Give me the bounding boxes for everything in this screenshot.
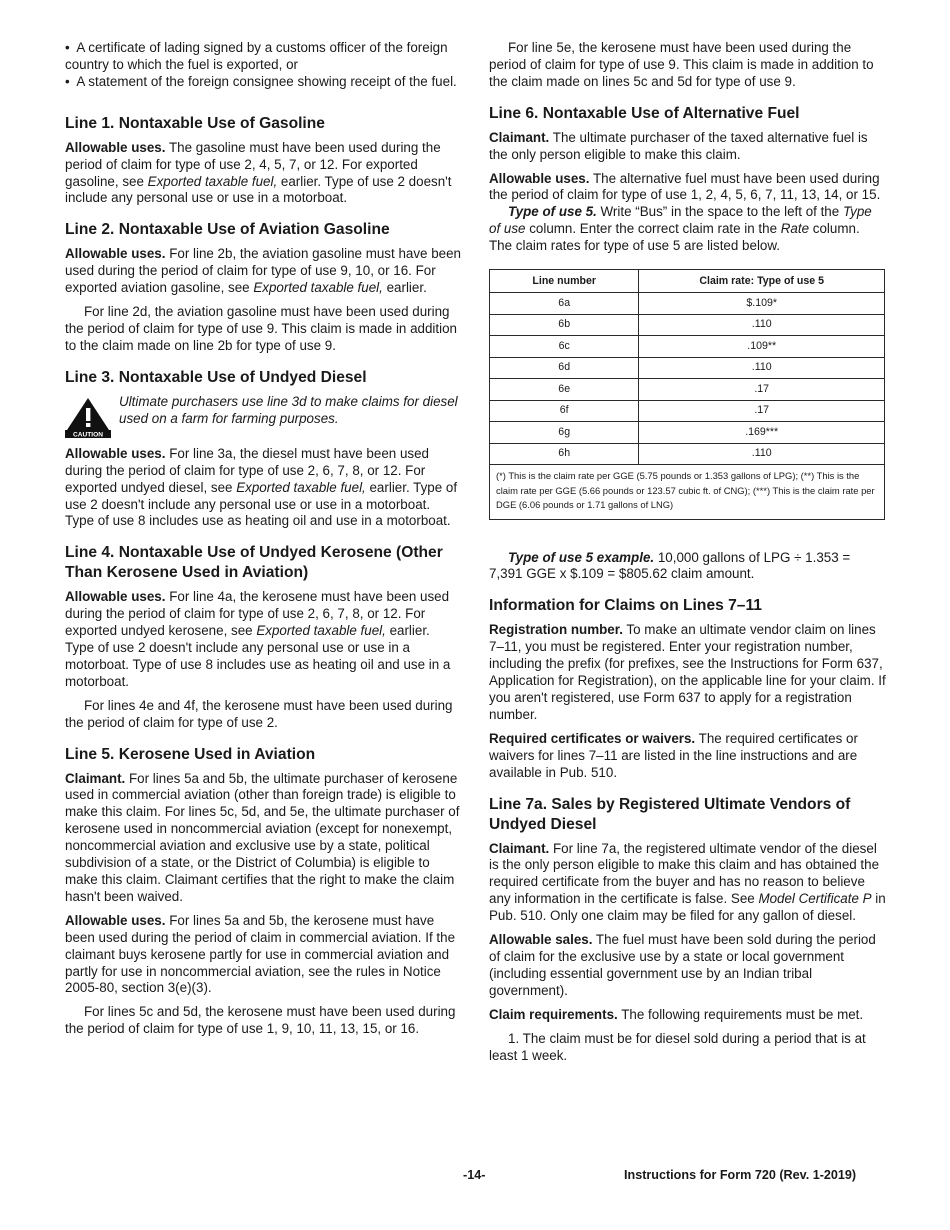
- caution-box: [65, 394, 462, 438]
- text: column. Enter the correct claim rate in the: [525, 221, 781, 237]
- run-in-heading: Allowable uses.: [65, 912, 166, 928]
- line-number-cell: 6e: [490, 379, 639, 401]
- right-column: [489, 40, 886, 1071]
- column-header: Line number: [490, 270, 639, 293]
- heading-line-3: Line 3. Nontaxable Use of Undyed Diesel: [65, 368, 367, 386]
- paragraph: For line 5e, the kerosene must have been used during the period of claim for type of use 9. This claim is made in addition to the claim made on lines 5c and 5d for type of use 9.: [489, 40, 874, 89]
- paragraph: [65, 771, 462, 906]
- paragraph: For line 2d, the aviation gasoline must have been used during the period of claim for type of use 9. This claim is made in addition to the claim made on line 2b for type of use 9.: [65, 304, 457, 353]
- paragraph: [65, 246, 462, 297]
- table-row: [490, 400, 885, 422]
- run-in-heading: Type of use 5 example.: [508, 549, 655, 565]
- claim-rate-cell: .110: [639, 314, 885, 336]
- paragraph: [489, 130, 886, 164]
- run-in-heading: Allowable uses.: [65, 139, 166, 155]
- table-row: [490, 379, 885, 401]
- paragraph: [65, 589, 462, 690]
- bullet-item: • A certificate of lading signed by a customs officer of the foreign country to which the fuel is exported, or: [65, 40, 448, 72]
- text: For line 4a, the kerosene must have been used during the period of claim for type of use 2, 6, 7, 8, or 12. For exported undyed kerosene, see: [65, 589, 450, 639]
- table-row: [490, 443, 885, 465]
- text: To make an ultimate vendor claim on lines 7–11, you must be registered. Enter your registration number, including the prefix (for prefixes, see the Instructions for Form 637, Application for Registration), on the applicable line for your claim. If you aren't registered, use Form 637 to apply for a registration number.: [489, 622, 886, 722]
- run-in-heading: Claimant.: [489, 129, 550, 145]
- text: earlier.: [382, 280, 427, 296]
- run-in-heading: Claimant.: [65, 770, 126, 786]
- page-number: -14-: [463, 1168, 486, 1182]
- claim-rate-cell: .110: [639, 443, 885, 465]
- text: The gasoline must have been used during the period of claim for type of use 2, 4, 5, 7, or 12. For exported gasoline, see: [65, 139, 441, 189]
- bullet-text: A certificate of lading signed by a customs officer of the foreign country to which the fuel is exported, or: [65, 40, 448, 72]
- run-in-heading: Allowable uses.: [65, 445, 166, 461]
- line-number-cell: 6a: [490, 293, 639, 315]
- table-header-row: [490, 270, 885, 293]
- line-number-cell: 6b: [490, 314, 639, 336]
- text: The required certificates or waivers for lines 7–11 are listed in the line instructions and are available in Pub. 510.: [489, 730, 858, 780]
- text: The following requirements must be met.: [617, 1006, 864, 1022]
- heading-line-5: Line 5. Kerosene Used in Aviation: [65, 745, 316, 763]
- table-row: [490, 293, 885, 315]
- italic-ref: Rate: [780, 221, 810, 237]
- italic-ref: Exported taxable fuel,: [147, 173, 278, 189]
- text: 10,000 gallons of LPG ÷ 1.353 = 7,391 GGE x $.109 = $805.62 claim amount.: [489, 549, 851, 582]
- heading-line-6: Line 6. Nontaxable Use of Alternative Fuel: [489, 104, 800, 122]
- paragraph: [489, 622, 886, 723]
- paragraph: [489, 204, 886, 255]
- caution-text: Ultimate purchasers use line 3d to make claims for diesel used on a farm for farming purposes.: [119, 393, 458, 426]
- line-number-cell: 6f: [490, 400, 639, 422]
- bullet-text: A statement of the foreign consignee showing receipt of the fuel.: [76, 73, 457, 89]
- run-in-heading: Allowable uses.: [65, 246, 166, 262]
- line-number-cell: 6g: [490, 422, 639, 444]
- table-note-row: [490, 465, 885, 520]
- table-footnote: (*) This is the claim rate per GGE (5.75 pounds or 1.353 gallons of LPG); (**) This is the claim rate per GGE (5.66 pounds or 123.57 cubic ft. of CNG); (***) This is the claim rate per DGE (6.06 pounds or 1.71 gallons of LNG): [490, 465, 885, 520]
- caution-label: CAUTION: [72, 431, 104, 438]
- paragraph: [65, 446, 462, 531]
- text: The alternative fuel must have been used during the period of claim for type of use 1, 2, 4, 5, 6, 7, 11, 13, 14, or 15.: [489, 170, 881, 203]
- run-in-heading: Type of use 5.: [508, 204, 597, 220]
- run-in-heading: Allowable uses.: [65, 589, 166, 605]
- paragraph: [489, 731, 886, 782]
- form-title: Instructions for Form 720 (Rev. 1-2019): [624, 1168, 857, 1182]
- paragraph: [489, 1007, 886, 1024]
- italic-ref: Exported taxable fuel,: [253, 280, 383, 296]
- text: For line 2b, the aviation gasoline must have been used during the period of claim for type of use 9, 10, or 16. For exported aviation gasoline, see: [65, 246, 461, 296]
- table-row: [490, 314, 885, 336]
- claim-rate-cell: .169***: [639, 422, 885, 444]
- text: in Pub. 510. Only one claim may be filed for any gallon of diesel.: [489, 891, 886, 924]
- text: The ultimate purchaser of the taxed alternative fuel is the only person eligible to make this claim.: [489, 129, 868, 162]
- text: For line 7a, the registered ultimate vendor of the diesel is the only person eligible to make this claim and has obtained the required certificate from the buyer and has no reason to believe any information in the certificate is false. See: [489, 840, 880, 907]
- text: earlier. Type of use 2 doesn't include any personal use or use in a motorboat.: [65, 173, 452, 206]
- line-number-cell: 6c: [490, 336, 639, 358]
- italic-ref: Exported taxable fuel,: [236, 479, 366, 495]
- heading-information: Information for Claims on Lines 7–11: [489, 597, 762, 615]
- line-number-cell: 6d: [490, 357, 639, 379]
- claim-rate-cell: .17: [639, 400, 885, 422]
- paragraph: [489, 550, 886, 584]
- text: For lines 5a and 5b, the kerosene must have been used during the period of claim in commercial aviation. If the claimant buys kerosene partly for use in commercial aviation and partly for use in noncommercial aviation, see the rules in Notice 2005-80, section 3(e)(3).: [65, 912, 456, 996]
- run-in-heading: Allowable uses.: [489, 170, 590, 186]
- line-number-cell: 6h: [490, 443, 639, 465]
- table-row: [490, 336, 885, 358]
- text: column. The claim rates for type of use 5 are listed below.: [489, 221, 860, 254]
- heading-line-4: Line 4. Nontaxable Use of Undyed Kerosene (Other Than Kerosene Used in Aviation): [65, 544, 443, 582]
- paragraph: [489, 841, 886, 926]
- text: earlier. Type of use 2 doesn't include any personal use or use in a motorboat. Type of use 8 includes use as heating oil and use in a motorboat.: [65, 623, 451, 689]
- paragraph: [65, 913, 462, 998]
- claim-rate-cell: $.109*: [639, 293, 885, 315]
- paragraph: For lines 4e and 4f, the kerosene must have been used during the period of claim for type of use 2.: [65, 697, 453, 730]
- claim-rate-cell: .110: [639, 357, 885, 379]
- paragraph: [489, 171, 886, 205]
- text: Write “Bus” in the space to the left of the: [596, 204, 843, 220]
- column-header: Claim rate: Type of use 5: [639, 270, 885, 293]
- run-in-heading: Claim requirements.: [489, 1006, 618, 1022]
- run-in-heading: Allowable sales.: [489, 932, 593, 948]
- claim-rate-cell: .17: [639, 379, 885, 401]
- run-in-heading: Required certificates or waivers.: [489, 730, 696, 746]
- heading-line-7a: Line 7a. Sales by Registered Ultimate Vendors of Undyed Diesel: [489, 795, 851, 833]
- left-column: [65, 40, 462, 1045]
- heading-line-2: Line 2. Nontaxable Use of Aviation Gasoline: [65, 221, 390, 239]
- table-row: [490, 357, 885, 379]
- caution-icon: [65, 396, 111, 438]
- claim-rate-table: [489, 269, 885, 520]
- text: For line 3a, the diesel must have been used during the period of claim for type of use 2, 6, 7, 8, or 12. For exported undyed diesel, see: [65, 445, 429, 495]
- italic-ref: Type of use: [489, 204, 872, 237]
- heading-line-1: Line 1. Nontaxable Use of Gasoline: [65, 114, 325, 132]
- italic-ref: Exported taxable fuel,: [256, 623, 386, 639]
- text: earlier. Type of use 2 doesn't include any personal use or use in a motorboat. Type of use 8 includes use as heating oil and use in a motorboat.: [65, 479, 458, 529]
- run-in-heading: Registration number.: [489, 622, 623, 638]
- italic-ref: Model Certificate P: [758, 891, 872, 907]
- paragraph: [65, 140, 462, 208]
- paragraph: [489, 932, 886, 1000]
- text: For lines 5a and 5b, the ultimate purchaser of kerosene used in commercial aviation (other than foreign trade) is eligible to make this claim. For lines 5c, 5d, and 5e, the ultimate purchaser of kerosene used in noncommercial aviation (except for nonexempt, noncommercial aviation and exclusive use by a state, political subdivision of a state, or the District of Columbia) is eligible to make this claim. Claimant certifies that the right to make the claim hasn't been waived.: [65, 770, 460, 904]
- run-in-heading: Claimant.: [489, 840, 550, 856]
- table-row: [490, 422, 885, 444]
- claim-rate-cell: .109**: [639, 336, 885, 358]
- paragraph: 1. The claim must be for diesel sold during a period that is at least 1 week.: [489, 1030, 866, 1063]
- bullet-item: • A statement of the foreign consignee showing receipt of the fuel.: [65, 73, 457, 89]
- paragraph: For lines 5c and 5d, the kerosene must have been used during the period of claim for type of use 1, 9, 10, 11, 13, 15, or 16.: [65, 1004, 456, 1037]
- text: The fuel must have been sold during the period of claim for the exclusive use by a state or local government (including essential government use by an Indian tribal government).: [489, 932, 876, 998]
